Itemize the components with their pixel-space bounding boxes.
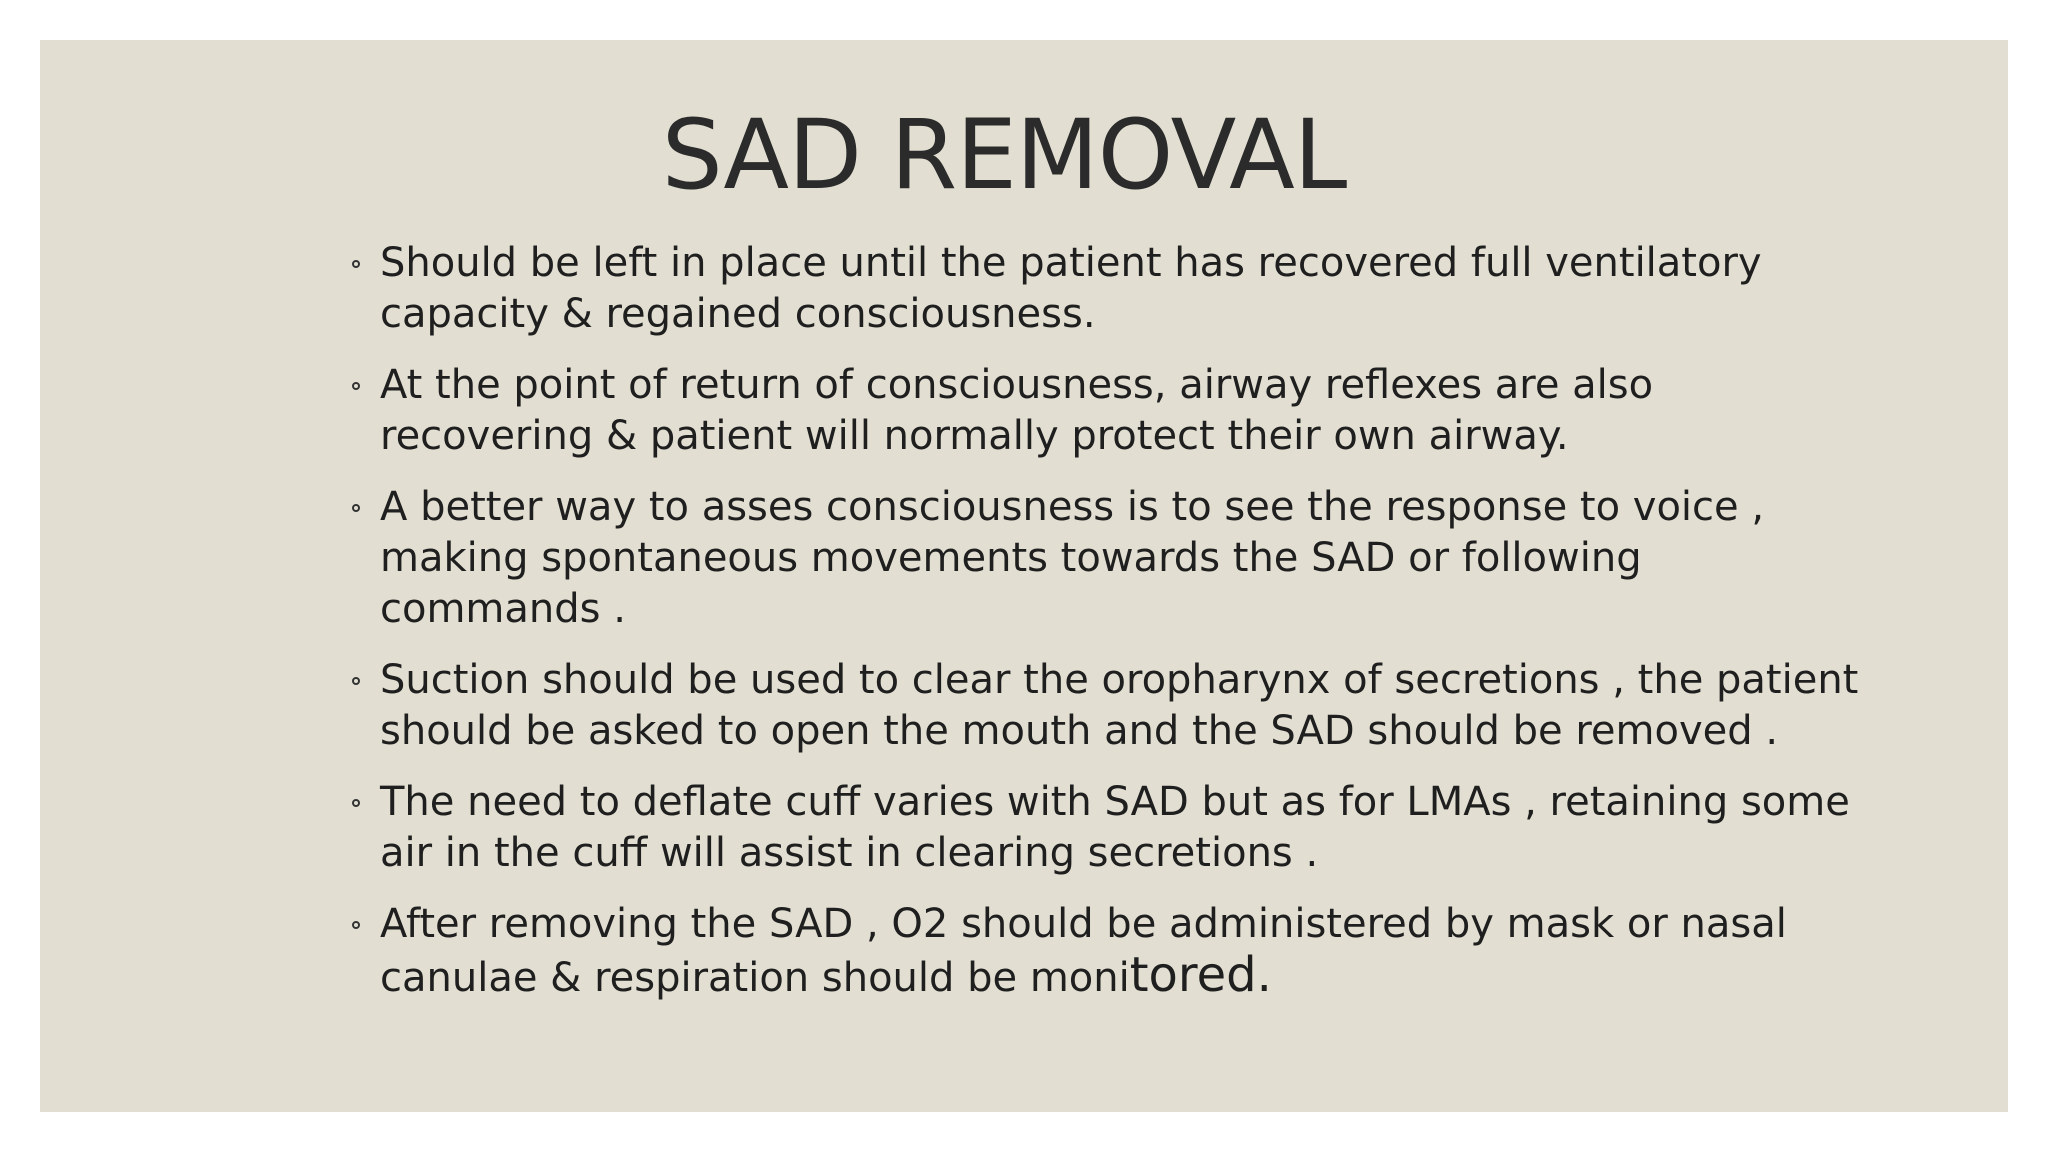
bullet-text: The need to deflate cuff varies with SAD but as for LMAs , retaining some air in the cuff will assist in clearing secretions . [380, 779, 1850, 876]
bullet-circle-icon [352, 799, 360, 807]
bullet-text: Suction should be used to clear the oropharynx of secretions , the patient should be asked to open the mouth and the SAD should be removed . [380, 657, 1859, 754]
bullet-text: A better way to asses consciousness is to see the response to voice , making spontaneous movements towards the SAD or following commands . [380, 484, 1765, 632]
bullet-text: After removing the SAD , O2 should be administered by mask or nasal canulae & respiration should be moni [380, 901, 1787, 1001]
bullet-circle-icon [352, 504, 360, 512]
bullet-circle-icon [352, 677, 360, 685]
bullet-item [340, 360, 1860, 462]
bullet-list [340, 238, 1860, 1024]
bullet-circle-icon [352, 382, 360, 390]
bullet-item [340, 655, 1860, 757]
bullet-text-tail: tored. [1129, 947, 1272, 1003]
bullet-text: Should be left in place until the patient has recovered full ventilatory capacity & regained consciousness. [380, 240, 1762, 337]
bullet-text: At the point of return of consciousness, airway reflexes are also recovering & patient will normally protect their own airway. [380, 362, 1654, 459]
bullet-item [340, 899, 1860, 1004]
bullet-circle-icon [352, 921, 360, 929]
bullet-circle-icon [352, 260, 360, 268]
bullet-item [340, 777, 1860, 879]
bullet-item [340, 238, 1860, 340]
slide [40, 40, 2008, 1112]
slide-title: SAD REMOVAL [661, 99, 1347, 211]
bullet-item [340, 482, 1860, 635]
